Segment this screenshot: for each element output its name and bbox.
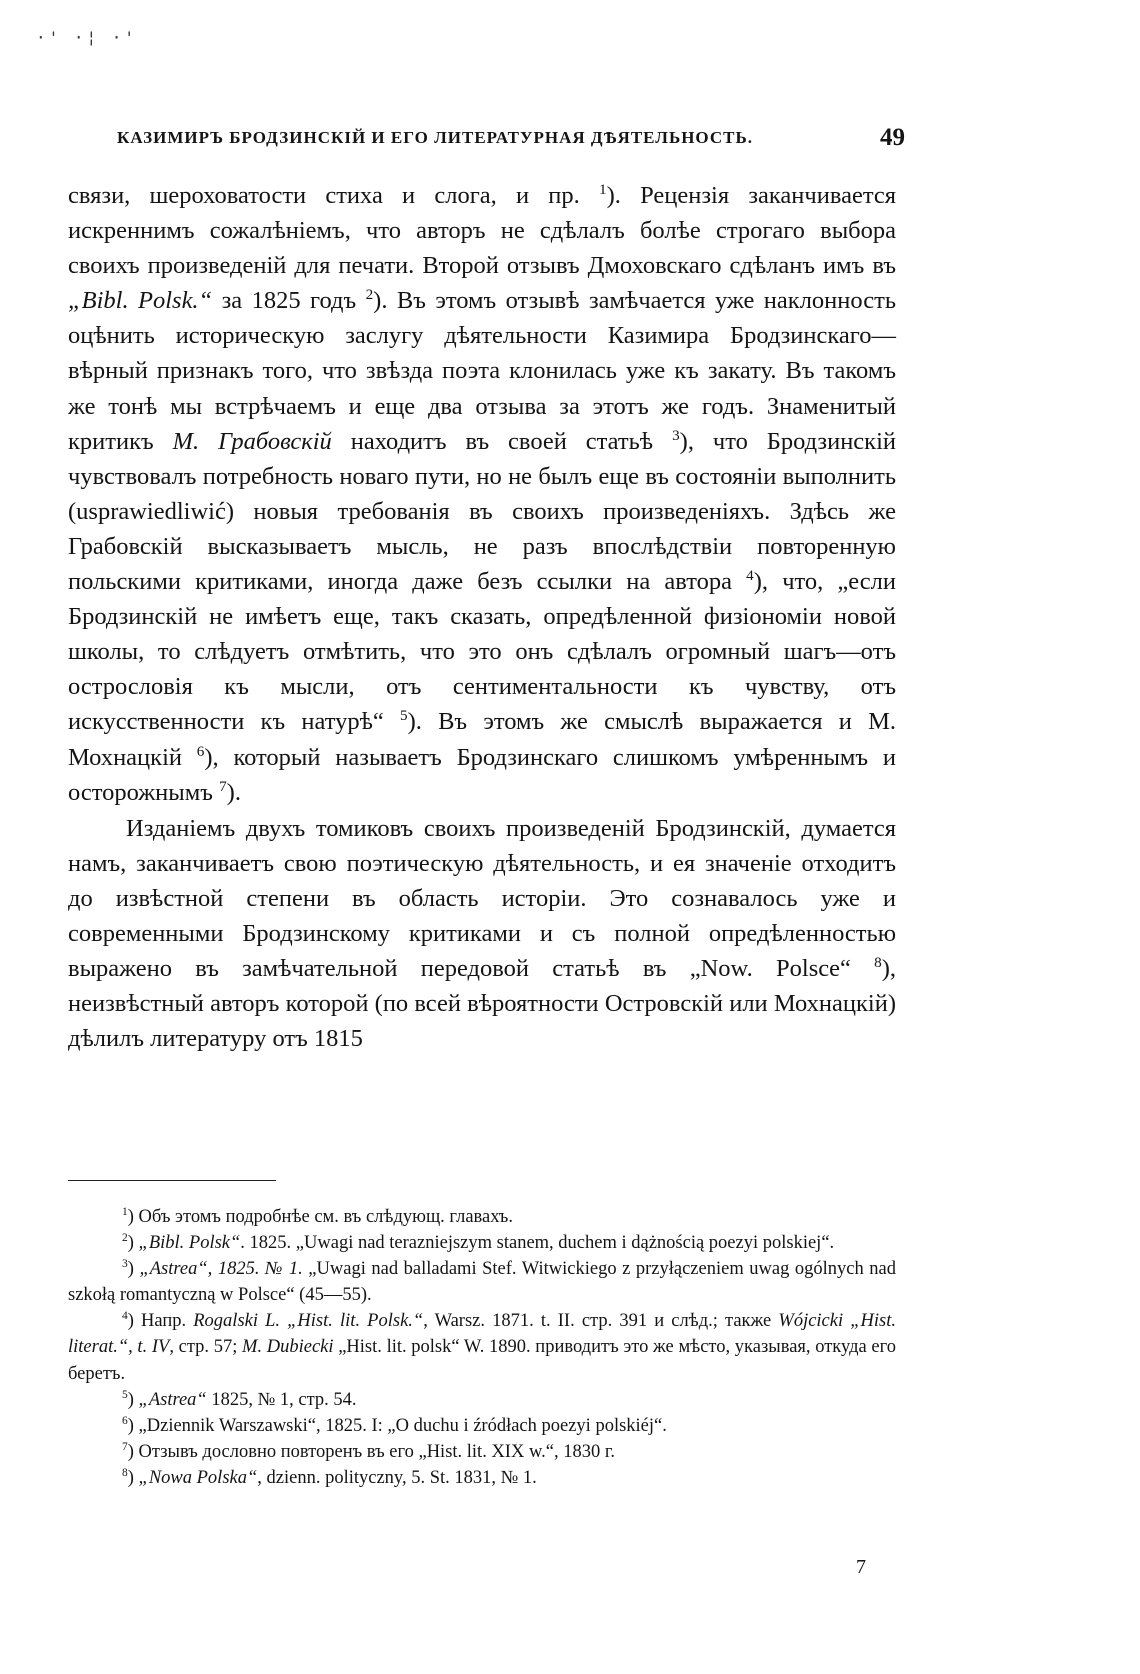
footnote-marker-paren: ) [127,1207,139,1227]
text-run: ), что, „если Бродзинскій не имѣетъ еще, такъ сказать, опредѣленной физіономіи новой школы, то слѣдуетъ отмѣтить, что это онъ сдѣлалъ огромный шагъ—отъ острословія къ мысли, отъ сентиментальности къ чувству, отъ искусственности къ натурѣ“ [68,568,896,736]
footnote-marker: 8 [122,1466,128,1479]
footnote-reference: 4 [746,566,754,584]
italic-citation: Wójcicki „Hist. literat.“, t. IV [68,1311,896,1358]
footnote-reference: 7 [219,777,227,795]
paragraph [68,811,896,1057]
footnote [68,1465,896,1491]
text-run: находитъ въ своей статьѣ [331,427,673,455]
paragraph [68,178,896,810]
footnote-marker: 7 [122,1440,128,1453]
scan-specks: ·' ·¦ ·' [36,28,138,47]
footnote [68,1439,896,1465]
footnote-marker: 5 [122,1388,128,1401]
text-run: ), который называетъ Бродзинскаго слишкомъ умѣреннымъ и осторожнымъ [68,743,896,806]
signature-mark: 7 [856,1556,866,1578]
text-run: ), что Бродзинскій чувствовалъ потребность новаго пути, но не былъ еще въ состояніи выполнить (usprawiedliwić) новыя требованія въ своихъ произведеніяхъ. Здѣсь же Грабовскій высказываетъ мысль, не разъ впослѣдствіи повторенную польскими критиками, иногда даже безъ ссылки на автора [68,427,897,596]
italic-citation: Rogalski L. „Hist. lit. Polsk.“ [193,1311,424,1332]
italic-citation: „Bibl. Polsk.“ [68,287,213,315]
footnote [68,1256,896,1308]
footnote [68,1230,896,1256]
footnote-marker: 1 [122,1205,128,1218]
footnote [68,1204,896,1230]
running-head [117,124,905,156]
text-run: , стр. 57; [169,1337,243,1358]
footnotes [68,1204,896,1491]
text-run: ). [226,778,241,806]
footnote-marker: 3 [122,1258,128,1271]
footnote-reference: 5 [399,707,408,725]
italic-citation: „Bibl. Polsk“ [138,1233,241,1254]
footnote-marker-paren: ) [127,1389,139,1410]
footnote [68,1308,896,1386]
text-run: ). Въ этомъ же смыслѣ выражается и М. Мохнацкій [68,708,897,771]
text-run: . 1825. „Uwagi nad terazniejszym stanem, duchem i dążnością poezyi polskiej“. [240,1233,835,1254]
body-text [68,178,896,1056]
footnote-marker-paren: ) [127,1415,139,1436]
italic-citation: „Astrea“, 1825. № 1. [139,1259,303,1280]
text-run: , dzienn. polityczny, 5. St. 1831, № 1. [257,1467,537,1488]
footnote-marker-paren: ) [127,1441,139,1462]
text-run: „Uwagi nad balladami Stef. Witwickiego z przyłączeniem uwag ogólnych nad szkołą romantyczną w Polsce“ (45—55). [68,1259,896,1306]
text-run: ). Рецензія заканчивается искреннимъ сожалѣніемъ, что авторъ не сдѣлалъ болѣе строгаго выбора своихъ произведеній для печати. Второй отзывъ Дмоховскаго сдѣланъ имъ въ [68,182,896,280]
text-run: „Dziennik Warszawski“, 1825. I: „O duchu i źródłach poezyi polskiéj“. [138,1415,667,1436]
footnote-reference: 3 [672,426,680,444]
text-run: Напр. [141,1311,194,1332]
footnote [68,1413,896,1439]
text-run: „Hist. lit. polsk“ W. 1890. приводитъ это же мѣсто, указывая, откуда его беретъ. [68,1337,897,1384]
footnote-marker-paren: ) [127,1233,139,1254]
text-run: ), неизвѣстный авторъ которой (по всей вѣроятности Островскій или Мохнацкій) дѣлилъ литературу отъ 1815 [68,955,896,1053]
running-title: КАЗИМИРЪ БРОДЗИНСКІЙ И ЕГО ЛИТЕРАТУРНАЯ ДѢЯТЕЛЬНОСТЬ. [117,128,753,147]
italic-citation: „Astrea“ [138,1389,207,1410]
text-run: за 1825 годъ [212,287,366,315]
footnote-reference: 1 [599,180,607,198]
footnote-reference: 2 [365,286,374,304]
italic-citation: М. Грабовскій [172,427,332,455]
footnote-marker-paren: ) [127,1259,140,1280]
footnote-marker: 6 [122,1414,128,1427]
footnote-marker: 4 [122,1310,128,1323]
text-run: Изданіемъ двухъ томиковъ своихъ произведеній Бродзинскій, думается намъ, заканчиваетъ свою поэтическую дѣятельность, и ея значеніе отходитъ до извѣстной степени въ область исторіи. Это сознавалось уже и современными Бродзинскому критиками и съ полной опредѣленностью выражено въ замѣчательной передовой статьѣ въ „Now. Polsce“ [68,814,896,983]
footnote-marker-paren: ) [127,1467,139,1488]
text-run: связи, шероховатости стиха и слога, и пр. [68,182,600,209]
text-run: , Warsz. 1871. t. II. стр. 391 и слѣд.; также [423,1311,779,1332]
footnote-reference: 8 [874,953,882,971]
text-run: 1825, № 1, стр. 54. [206,1389,357,1410]
footnote-marker: 2 [122,1231,128,1244]
page-number: 49 [880,124,905,151]
footnote-divider [68,1180,276,1181]
text-run: Объ этомъ подробнѣе см. въ слѣдующ. главахъ. [138,1207,513,1227]
italic-citation: „Nowa Polska“ [138,1467,258,1488]
footnote-marker-paren: ) [127,1311,142,1332]
footnote-reference: 6 [196,742,205,760]
italic-citation: M. Dubiecki [242,1337,334,1358]
text-run: Отзывъ дословно повторенъ въ его „Hist. lit. XIX w.“, 1830 г. [138,1441,615,1462]
footnote [68,1387,896,1413]
text-run: ). Въ этомъ отзывѣ замѣчается уже наклонность оцѣнить историческую заслугу дѣятельности Казимира Бродзинскаго—вѣрный признакъ того, что звѣзда поэта клонилась уже къ закату. Въ такомъ же тонѣ мы встрѣчаемъ и еще два отзыва за этотъ же годъ. Знаменитый критикъ [68,287,897,455]
